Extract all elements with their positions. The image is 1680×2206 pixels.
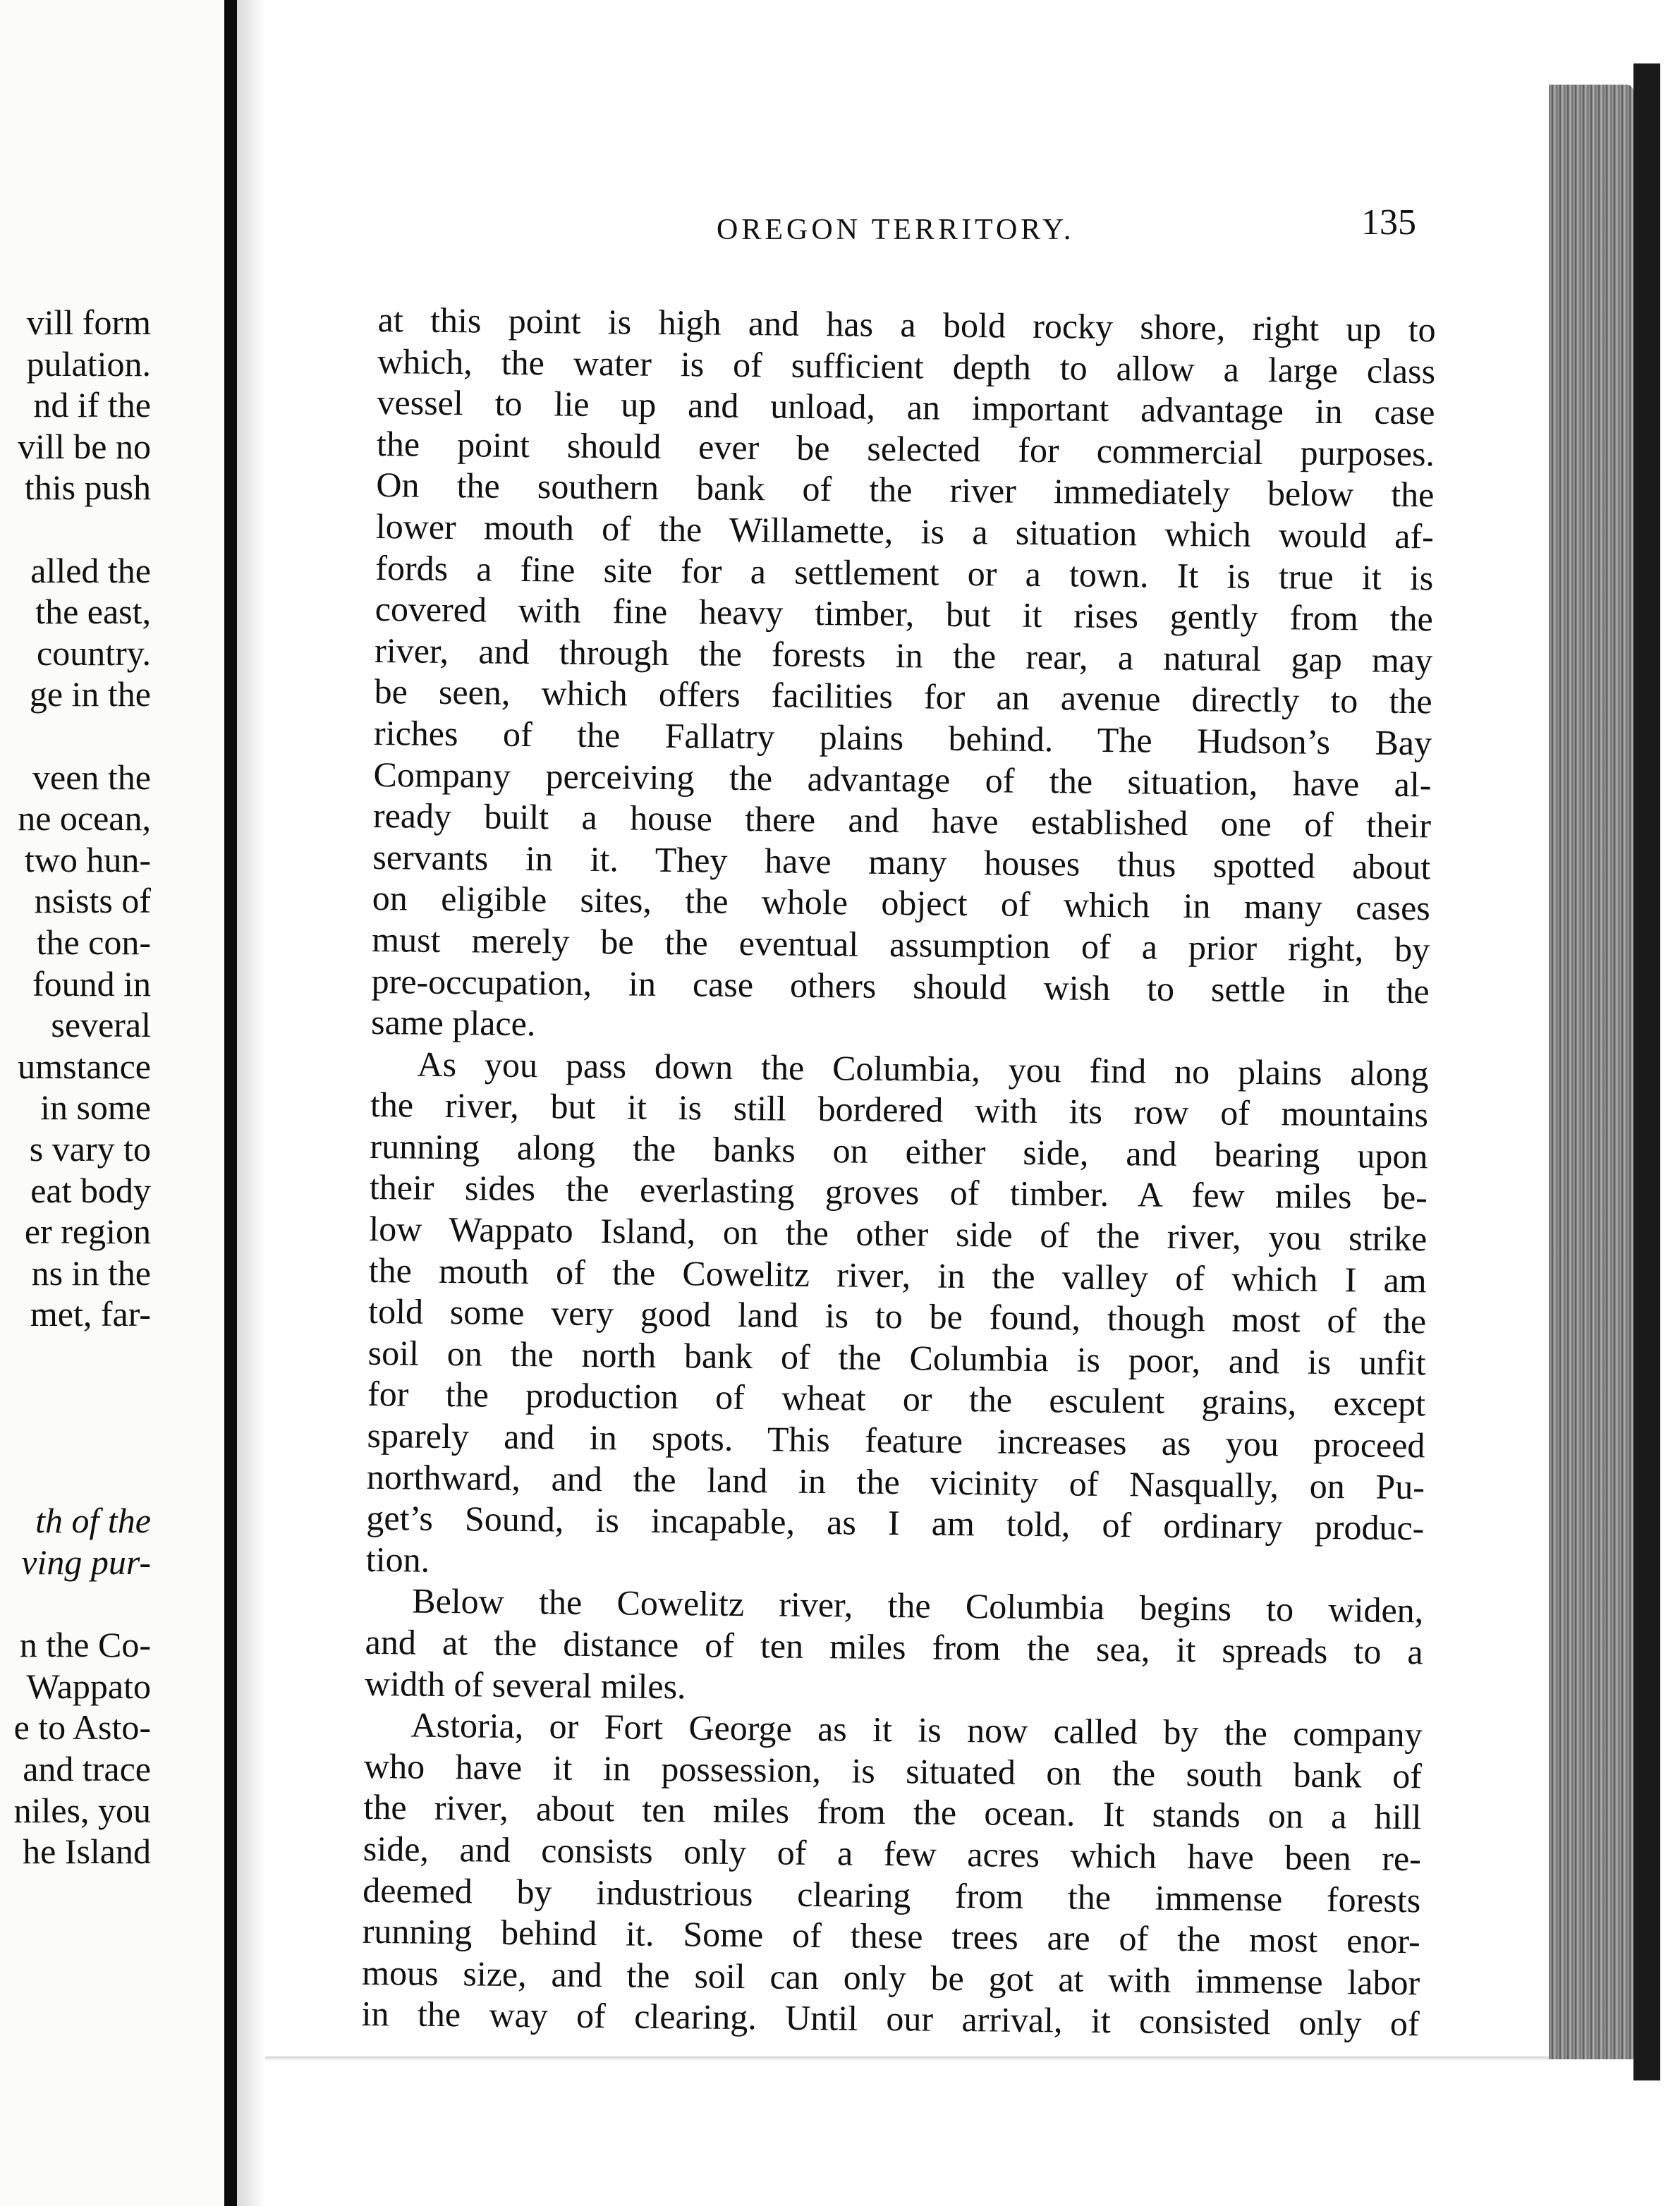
text-line: which, the water is of sufficient depth to allow a large class <box>377 341 1436 391</box>
left-text-line: in some <box>40 1087 151 1128</box>
text-line: As you pass down the Columbia, you find no plains along <box>417 1044 1429 1094</box>
text-line: in the way of clearing. Until our arrival, it consisted only of <box>361 1994 1420 2044</box>
text-line: width of several miles. <box>364 1663 686 1706</box>
text-line: be seen, which offers facilities for an avenue directly to the <box>374 671 1432 721</box>
text-line: their sides the everlasting groves of timber. A few miles be- <box>369 1167 1428 1217</box>
text-line: Below the Cowelitz river, the Columbia begins to widen, <box>412 1580 1424 1631</box>
page-number: 135 <box>1361 202 1416 243</box>
left-text-line: the east, <box>35 592 151 632</box>
text-line: the river, but it is still bordered with its row of mountains <box>370 1085 1429 1135</box>
text-line: deemed by industrious clearing from the immense forests <box>363 1870 1421 1920</box>
left-text-line: this push <box>24 468 151 508</box>
left-text-line: pulation. <box>26 343 151 384</box>
page-body-text <box>361 299 1436 2044</box>
left-text-line: met, far- <box>30 1294 151 1334</box>
text-line: must merely be the eventual assumption of a prior right, by <box>372 919 1430 970</box>
left-text-line: er region <box>24 1212 151 1252</box>
left-text-line: country. <box>37 633 151 673</box>
left-text-line: niles, you <box>13 1790 151 1830</box>
left-text-line: Wappato <box>26 1666 151 1706</box>
text-line: the point should ever be selected for commercial purposes. <box>376 423 1435 474</box>
text-line: On the southern bank of the river immediately below the <box>376 465 1435 515</box>
text-line: river, and through the forests in the rear, a natural gap may <box>374 630 1433 681</box>
text-line: get’s Sound, is incapable, as I am told, of ordinary produc- <box>366 1498 1425 1548</box>
text-line: low Wappato Island, on the other side of the river, you strike <box>369 1209 1428 1259</box>
left-text-line: e to Asto- <box>13 1707 151 1748</box>
left-text-line: several <box>51 1005 151 1045</box>
left-text-line: found in <box>32 963 151 1004</box>
text-line: the river, about ten miles from the ocean. It stands on a hill <box>363 1787 1422 1837</box>
text-line: for the production of wheat or the esculent grains, except <box>367 1374 1426 1424</box>
text-line: ready built a house there and have established one of their <box>372 796 1432 846</box>
left-text-line: nsists of <box>34 881 151 921</box>
text-line: vessel to lie up and unload, an important advantage in case <box>377 382 1435 432</box>
text-line: servants in it. They have many houses thus spotted about <box>372 836 1431 887</box>
left-text-line: vill form <box>26 303 151 342</box>
left-text-line: nd if the <box>33 385 151 425</box>
text-line: northward, and the land in the vicinity of Nasqually, on Pu- <box>366 1456 1425 1506</box>
left-text-line: veen the <box>32 757 151 797</box>
text-line: at this point is high and has a bold rocky shore, right up to <box>377 299 1436 350</box>
text-line: side, and consists only of a few acres which have been re- <box>363 1828 1422 1879</box>
left-text-line: umstance <box>18 1046 151 1086</box>
left-text-line: s vary to <box>29 1129 151 1169</box>
background-margin <box>1660 0 1680 2206</box>
left-text-line: the con- <box>36 922 151 962</box>
left-facing-page <box>0 0 224 2206</box>
book-cover-edge <box>1633 63 1660 2080</box>
text-line: same place. <box>370 1002 536 1044</box>
text-line: lower mouth of the Willamette, is a situation which would af- <box>375 506 1435 556</box>
page-bottom-edge <box>265 2056 1549 2061</box>
book-fore-edge <box>1549 85 1633 2059</box>
text-line: Company perceiving the advantage of the situation, have al- <box>373 754 1432 804</box>
text-line: fords a fine site for a settlement or a town. It is true it is <box>375 547 1434 597</box>
left-text-line: ving pur- <box>21 1542 151 1582</box>
left-text-line: two hun- <box>24 839 151 879</box>
left-text-line: n the Co- <box>19 1625 151 1665</box>
left-text-line: vill be no <box>18 426 151 466</box>
text-line: told some very good land is to be found, though most of the <box>367 1291 1427 1341</box>
text-line: tion. <box>365 1539 430 1580</box>
right-page <box>237 0 1549 2206</box>
left-text-line: he Island <box>23 1832 151 1872</box>
left-text-line: and trace <box>23 1749 151 1788</box>
text-line: sparely and in spots. This feature increases as you proceed <box>367 1415 1425 1465</box>
text-line: who have it in possession, is situated on the south bank of <box>363 1745 1423 1796</box>
running-head: OREGON TERRITORY. <box>717 214 1075 246</box>
text-line: soil on the north bank of the Columbia is poor, and is unfit <box>367 1332 1426 1383</box>
left-text-line: ne ocean, <box>18 798 151 839</box>
left-text-line: alled the <box>30 550 151 590</box>
text-line: running along the banks on either side, and bearing upon <box>370 1126 1428 1176</box>
text-line: mous size, and the soil can only be got at with immense labor <box>361 1952 1420 2003</box>
text-line: Astoria, or Fort George as it is now called by the company <box>410 1705 1423 1755</box>
text-line: on eligible sites, the whole object of which in many cases <box>372 878 1431 928</box>
text-line: the mouth of the Cowelitz river, in the valley of which I am <box>368 1250 1427 1300</box>
text-line: pre-occupation, in case others should wish to settle in the <box>371 961 1430 1011</box>
left-text-line: ns in the <box>31 1253 151 1293</box>
book-gutter <box>224 0 237 2206</box>
text-line: riches of the Fallatry plains behind. The Hudson’s Bay <box>373 712 1432 763</box>
text-line: covered with fine heavy timber, but it rises gently from the <box>375 589 1433 639</box>
left-text-line: ge in the <box>29 674 151 714</box>
text-line: running behind it. Some of these trees are of the most enor- <box>362 1911 1420 1961</box>
left-text-line: th of the <box>35 1501 151 1541</box>
text-line: and at the distance of ten miles from the sea, it spreads to a <box>365 1621 1423 1672</box>
left-text-line: eat body <box>30 1170 151 1210</box>
